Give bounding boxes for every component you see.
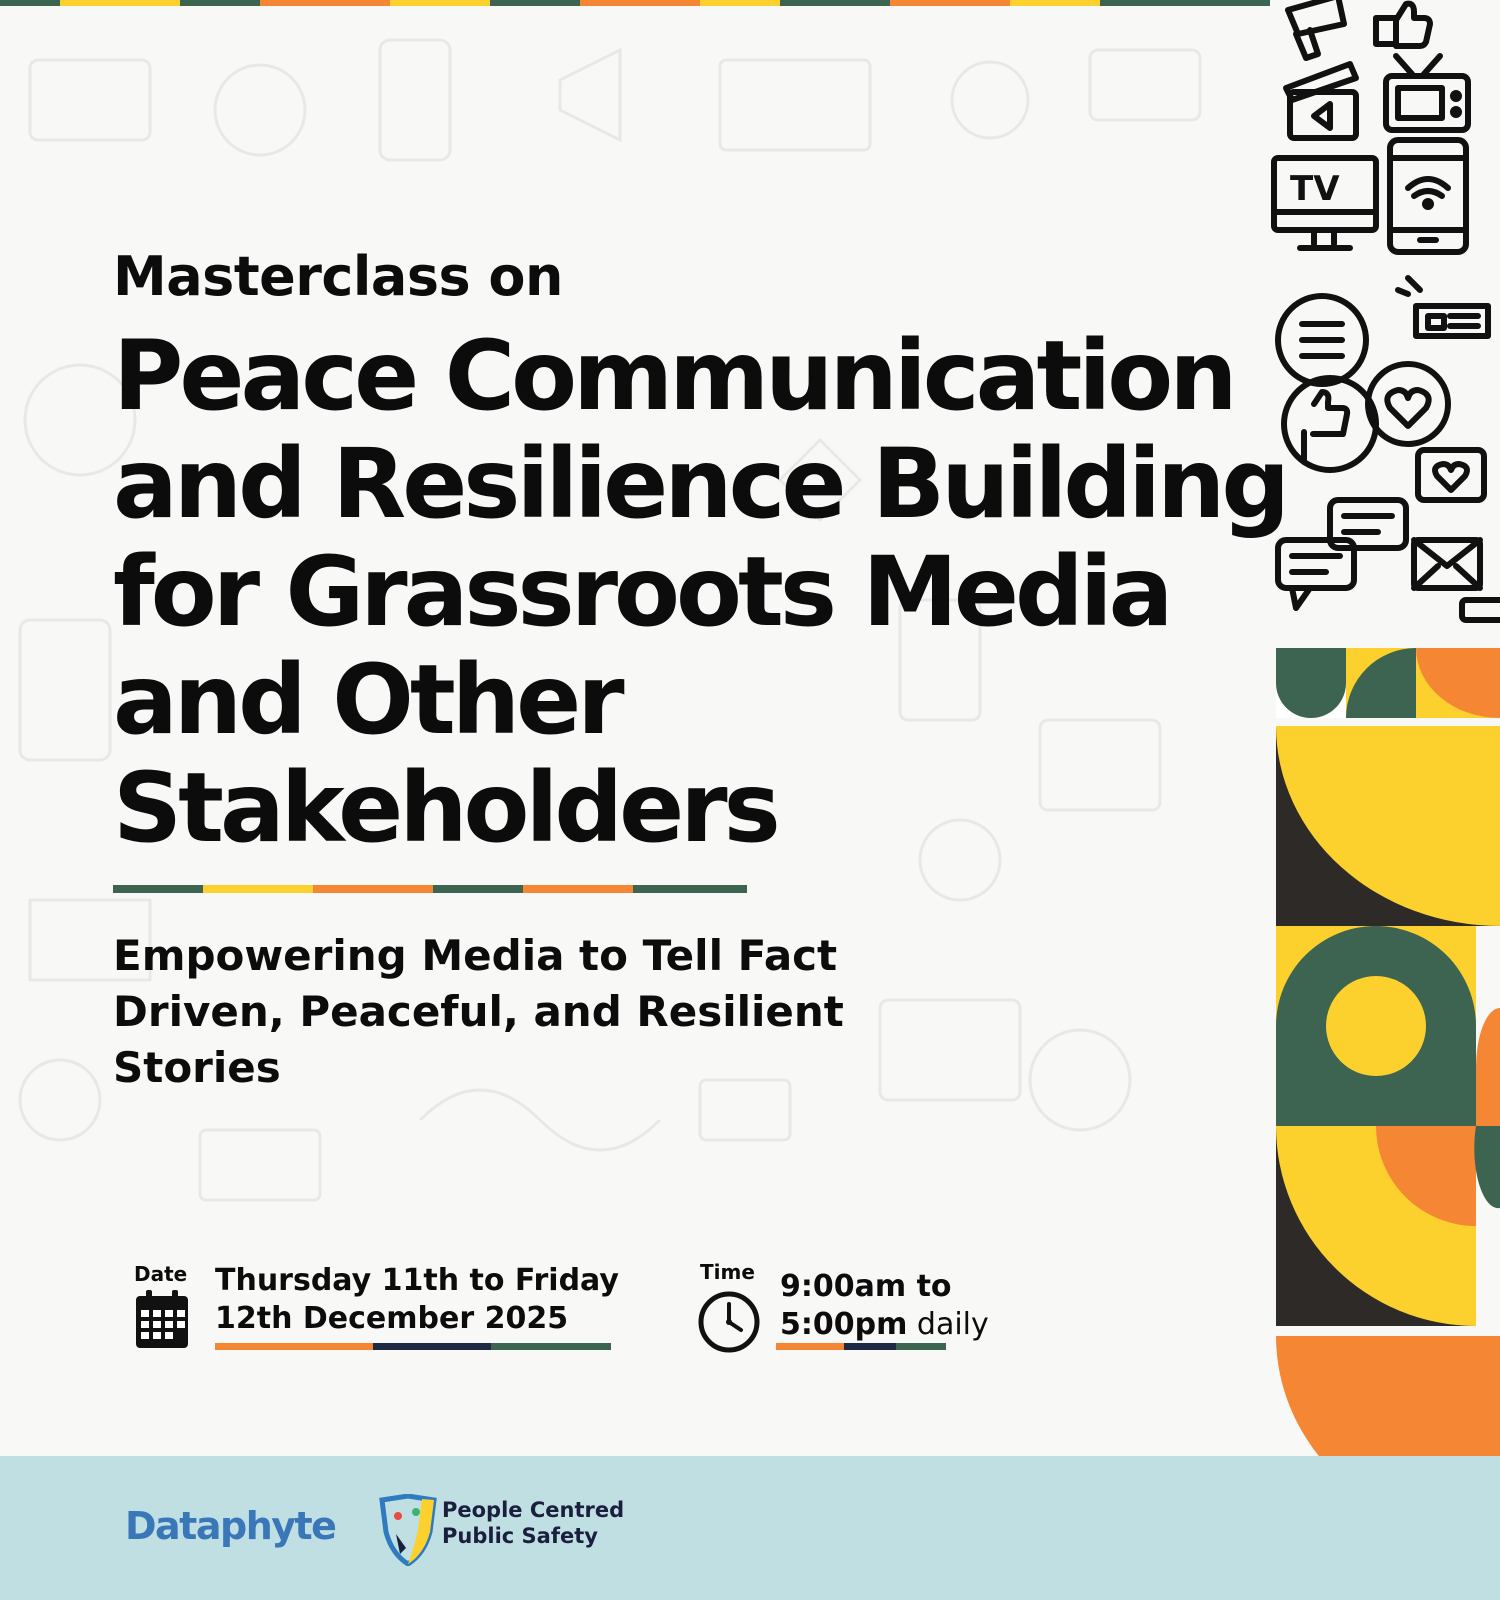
media-icons-cluster: [1268, 0, 1500, 625]
title-line: Stakeholders: [113, 752, 777, 864]
megaphone-icon: [1288, 0, 1344, 58]
time-daily: daily: [907, 1307, 989, 1342]
top-color-strip: [0, 0, 1270, 6]
smartphone-wifi-icon: [1390, 140, 1466, 252]
time-divider: [776, 1343, 946, 1350]
date-label: Date: [134, 1262, 188, 1286]
subtitle-line: Stories: [113, 1043, 281, 1092]
title-line: and Other: [113, 644, 621, 756]
title-line: for Grassroots Media: [113, 536, 1170, 648]
envelope-icon: [1414, 540, 1480, 588]
shield-logo-icon: [378, 1494, 438, 1566]
clock-icon: [697, 1290, 761, 1354]
geometric-pattern: [1276, 648, 1500, 1540]
card-icon: [1462, 600, 1500, 620]
time-line-2: [780, 1306, 989, 1344]
chat-bubbles-icon: [1278, 500, 1406, 608]
heart-bubble-icon: [1368, 364, 1448, 444]
title-line: and Resilience Building: [113, 428, 1287, 540]
date-line: 12th December 2025: [215, 1301, 569, 1336]
calendar-icon: [134, 1288, 190, 1350]
date-line: Thursday 11th to Friday: [215, 1263, 619, 1298]
page-title: [113, 320, 1287, 864]
chat-bubble-icon: [1278, 296, 1366, 384]
television-icon: [1386, 56, 1468, 130]
subtitle-line: Empowering Media to Tell Fact: [113, 931, 838, 980]
pcps-line-1: People Centred: [442, 1498, 625, 1522]
time-line-1: 9:00am to: [780, 1269, 952, 1304]
subtitle: [113, 928, 893, 1096]
eyebrow-heading: Masterclass on: [113, 245, 563, 308]
heart-message-icon: [1418, 450, 1484, 500]
title-line: Peace Communication: [113, 320, 1234, 432]
time-end: 5:00pm: [780, 1307, 908, 1342]
time-text: [780, 1268, 989, 1344]
pcps-logo: [378, 1494, 658, 1566]
svg-text:TV: TV: [1290, 169, 1340, 209]
clapperboard-icon: [1286, 64, 1356, 138]
thumbs-up-bubble-icon: [1284, 378, 1376, 470]
thumbs-up-icon: [1376, 4, 1430, 46]
dataphyte-logo: Dataphyte: [125, 1504, 336, 1548]
date-text: [215, 1262, 619, 1338]
time-label: Time: [700, 1260, 755, 1284]
title-divider: [113, 885, 747, 893]
footer-bar: [0, 1456, 1500, 1600]
pcps-line-2: Public Safety: [442, 1524, 598, 1548]
date-divider: [215, 1343, 611, 1350]
subtitle-line: Driven, Peaceful, and Resilient: [113, 987, 844, 1036]
newspaper-icon: [1398, 278, 1488, 336]
